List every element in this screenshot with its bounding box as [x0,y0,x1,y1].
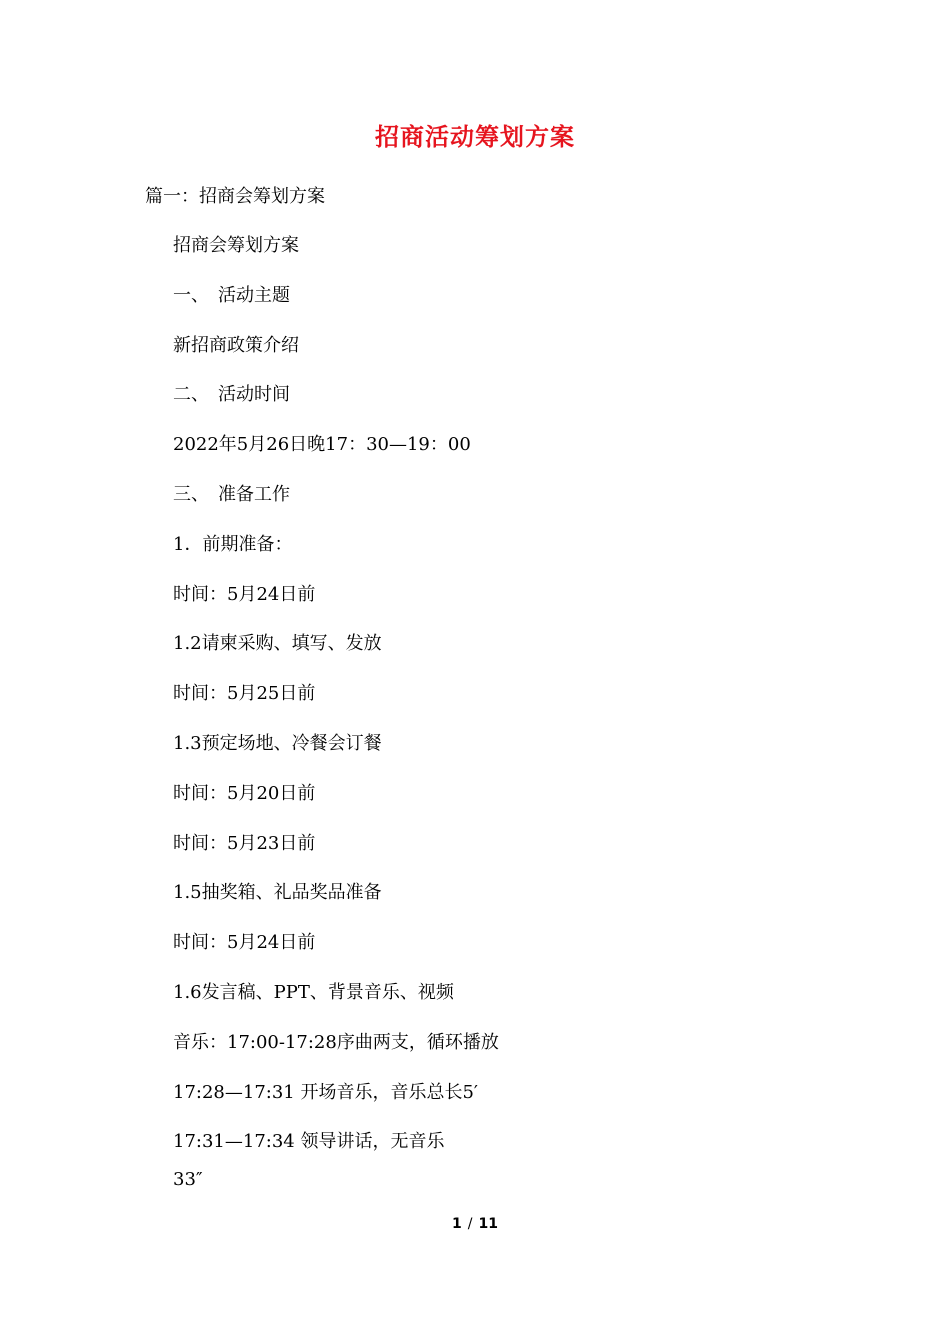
document-title: 招商活动筹划方案 [375,122,575,151]
heading-activity-theme: 一、 活动主题 [173,284,290,306]
paragraph-line: 时间：5月20日前 [173,782,316,804]
paragraph-subtitle: 招商会筹划方案 [173,235,299,256]
paragraph-line: 时间：5月25日前 [173,683,316,705]
document-body [173,233,873,1217]
paragraph-line: 时间：5月23日前 [173,832,316,854]
paragraph-line: 1.5抽奖箱、礼品奖品准备 [173,882,382,904]
current-page: 1 [452,1216,462,1232]
paragraph-line: 2022年5月26日晚17：30—19：00 [173,434,471,456]
paragraph-line: 1.3预定场地、冷餐会订餐 [173,732,382,754]
paragraph-line: 1.6发言稿、PPT、背景音乐、视频 [173,981,454,1003]
paragraph-line: 17:28—17:31 开场音乐，音乐总长5′ [173,1081,479,1103]
paragraph-line: 1.2请柬采购、填写、发放 [173,633,382,655]
heading-preparation: 三、 准备工作 [173,483,290,505]
paragraph-line: 时间：5月24日前 [173,583,316,605]
section-heading: 篇一：招商会筹划方案 [145,186,325,207]
paragraph-line: 新招商政策介绍 [173,334,299,356]
paragraph-line: 33″ [173,1169,203,1191]
heading-activity-time: 二、 活动时间 [173,384,290,406]
paragraph-line: 音乐：17:00-17:28序曲两支，循环播放 [173,1031,499,1053]
page-number [0,1214,950,1234]
paragraph-line: 时间：5月24日前 [173,932,316,954]
paragraph-line: 17:31—17:34 领导讲话，无音乐 [173,1131,445,1153]
paragraph-line: 1．前期准备： [173,533,293,555]
total-pages: 11 [478,1216,498,1232]
page-separator: / [467,1216,473,1232]
